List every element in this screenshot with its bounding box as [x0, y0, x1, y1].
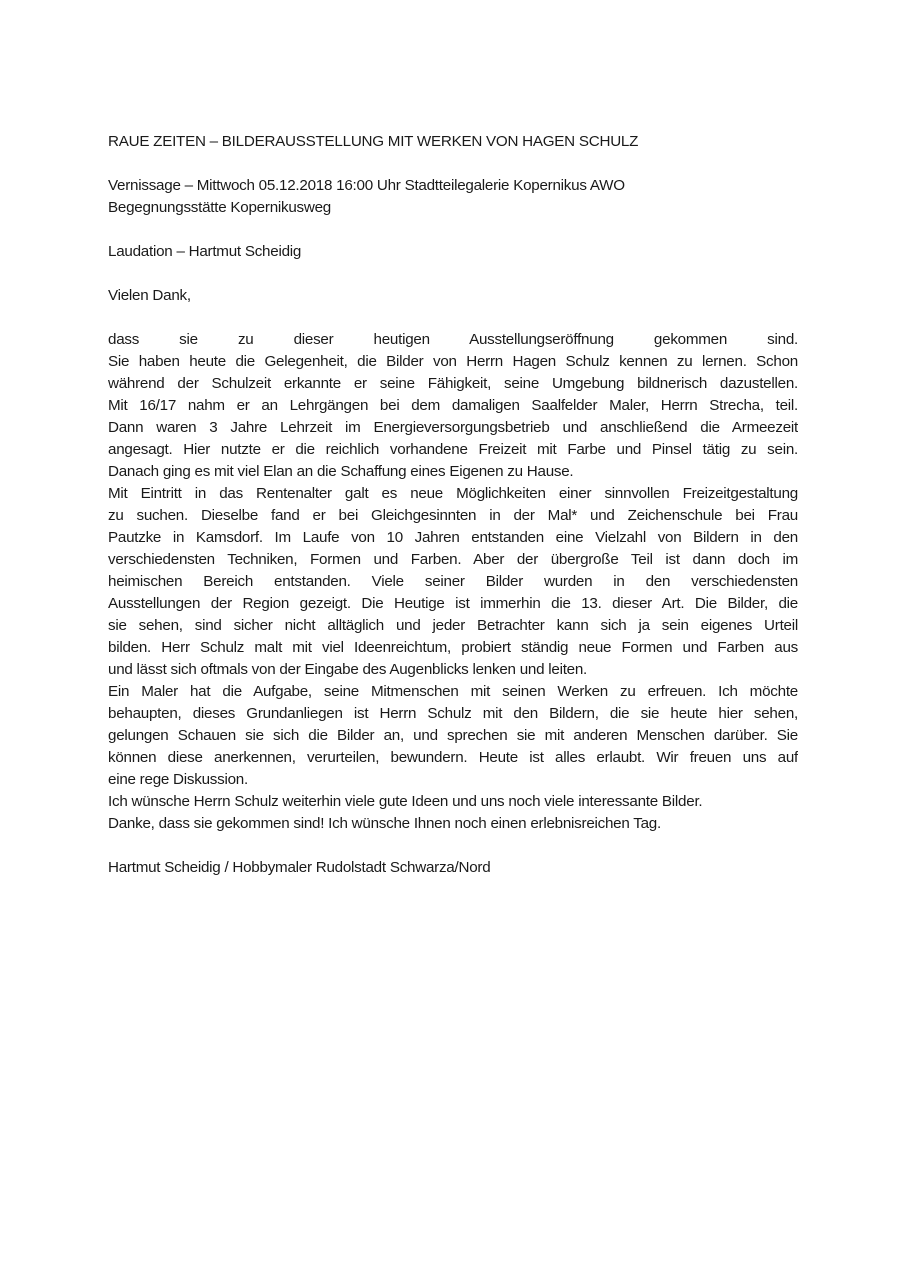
body-line: Danke, dass sie gekommen sind! Ich wünsche Ihnen noch einen erlebnisreichen Tag.: [108, 815, 661, 832]
body-line: Danach ging es mit viel Elan an die Schaffung eines Eigenen zu Hause.: [108, 463, 574, 480]
body-line: Mit Eintritt in das Rentenalter galt es neue Möglichkeiten einer sinnvollen Freizeitgestaltung: [108, 485, 798, 502]
body-line: bilden. Herr Schulz malt mit viel Ideenreichtum, probiert ständig neue Formen und Farben aus: [108, 639, 798, 656]
body-line: und lässt sich oftmals von der Eingabe des Augenblicks lenken und leiten.: [108, 661, 588, 678]
body-line: Pautzke in Kamsdorf. Im Laufe von 10 Jahren entstanden eine Vielzahl von Bildern in den: [108, 529, 798, 546]
document-title: RAUE ZEITEN – BILDERAUSSTELLUNG MIT WERKEN VON HAGEN SCHULZ: [108, 133, 639, 150]
laudation-line: Laudation – Hartmut Scheidig: [108, 243, 302, 260]
body-line: Dann waren 3 Jahre Lehrzeit im Energieversorgungsbetrieb und anschließend die Armeezeit: [108, 419, 798, 436]
event-line: Begegnungsstätte Kopernikusweg: [108, 199, 332, 216]
body-line: zu suchen. Dieselbe fand er bei Gleichgesinnten in der Mal* und Zeichenschule bei Frau: [108, 507, 798, 524]
body-line: Ausstellungen der Region gezeigt. Die Heutige ist immerhin die 13. dieser Art. Die Bilder, die: [108, 595, 798, 612]
body-line: Mit 16/17 nahm er an Lehrgängen bei dem damaligen Saalfelder Maler, Herrn Strecha, teil.: [108, 397, 798, 414]
body-line: können diese anerkennen, verurteilen, bewundern. Heute ist alles erlaubt. Wir freuen uns auf: [108, 749, 798, 766]
body-line: Sie haben heute die Gelegenheit, die Bilder von Herrn Hagen Schulz kennen zu lernen. Schon: [108, 353, 798, 370]
body-line: Ich wünsche Herrn Schulz weiterhin viele gute Ideen und uns noch viele interessante Bilder.: [108, 793, 703, 810]
document-body: [108, 131, 798, 879]
body-line: angesagt. Hier nutzte er die reichlich vorhandene Freizeit mit Farbe und Pinsel tätig zu sein.: [108, 441, 798, 458]
body-line: dass sie zu dieser heutigen Ausstellungseröffnung gekommen sind.: [108, 331, 798, 348]
event-line: Vernissage – Mittwoch 05.12.2018 16:00 Uhr Stadtteilegalerie Kopernikus AWO: [108, 177, 625, 194]
body-line: Ein Maler hat die Aufgabe, seine Mitmenschen mit seinen Werken zu erfreuen. Ich möchte: [108, 683, 798, 700]
body-line: verschiedensten Techniken, Formen und Farben. Aber der übergroße Teil ist dann doch im: [108, 551, 798, 568]
body-line: heimischen Bereich entstanden. Viele seiner Bilder wurden in den verschiedensten: [108, 573, 798, 590]
body-line: gelungen Schauen sie sich die Bilder an, und sprechen sie mit anderen Menschen darüber. Sie: [108, 727, 798, 744]
signature: Hartmut Scheidig / Hobbymaler Rudolstadt Schwarza/Nord: [108, 859, 491, 876]
salutation: Vielen Dank,: [108, 287, 191, 304]
body-line: sie sehen, sind sicher nicht alltäglich und jeder Betrachter kann sich ja sein eigenes Urteil: [108, 617, 798, 634]
body-line: während der Schulzeit erkannte er seine Fähigkeit, seine Umgebung bildnerisch dazustellen.: [108, 375, 798, 392]
body-line: eine rege Diskussion.: [108, 771, 248, 788]
body-line: behaupten, dieses Grundanliegen ist Herrn Schulz mit den Bildern, die sie heute hier sehen,: [108, 705, 798, 722]
